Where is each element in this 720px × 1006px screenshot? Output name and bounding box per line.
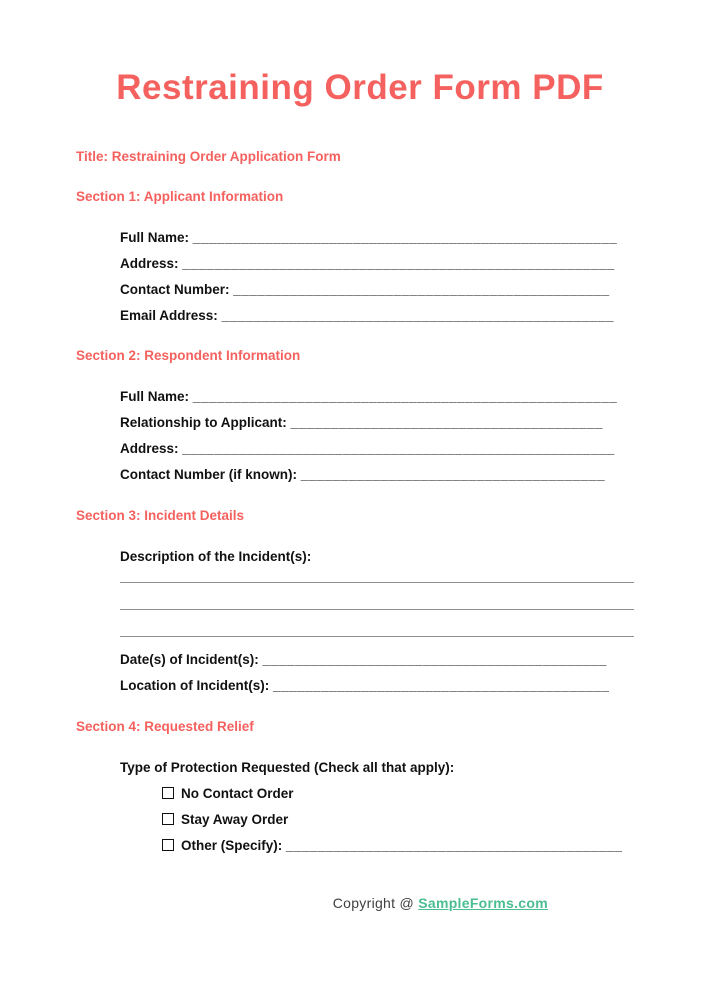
write-line bbox=[120, 610, 634, 637]
option-row-other bbox=[162, 833, 634, 859]
section-4-lead bbox=[76, 755, 634, 781]
field-label: Full Name: bbox=[120, 389, 190, 404]
footer bbox=[76, 895, 634, 912]
checkbox-icon[interactable] bbox=[162, 787, 174, 799]
section-3-heading: Section 3: Incident Details bbox=[76, 508, 245, 523]
field-row-description bbox=[120, 544, 634, 570]
write-line bbox=[120, 583, 634, 610]
doc-title-line: Title: Restraining Order Application Form bbox=[76, 149, 341, 164]
blank-line: __________________________________________ bbox=[273, 678, 610, 693]
section-3-description bbox=[76, 544, 634, 570]
blank-line: ______________________________________________________ bbox=[182, 256, 615, 271]
blank-line: _____________________________________________________ bbox=[192, 230, 618, 245]
field-row-dates bbox=[120, 647, 634, 673]
field-row-protection-type bbox=[120, 755, 634, 781]
blank-line: __________________________________________ bbox=[286, 838, 623, 853]
field-row-contact-number bbox=[120, 277, 634, 303]
field-label: Address: bbox=[120, 441, 179, 456]
copyright-text: Copyright @ bbox=[332, 895, 419, 911]
option-label: Stay Away Order bbox=[181, 812, 289, 827]
field-row-address bbox=[120, 436, 634, 462]
blank-line: ______________________________________________________ bbox=[182, 441, 615, 456]
field-label: Type of Protection Requested (Check all that apply): bbox=[120, 760, 455, 775]
field-label: Address: bbox=[120, 256, 179, 271]
section-2-fields bbox=[76, 384, 634, 488]
protection-options bbox=[76, 781, 634, 859]
section-4-heading: Section 4: Requested Relief bbox=[76, 719, 254, 734]
field-label: Contact Number (if known): bbox=[120, 467, 297, 482]
blank-line: _______________________________________________ bbox=[233, 282, 610, 297]
field-row-contact-number bbox=[120, 462, 634, 488]
field-label: Relationship to Applicant: bbox=[120, 415, 287, 430]
field-label: Email Address: bbox=[120, 308, 218, 323]
field-row-location bbox=[120, 673, 634, 699]
field-row-full-name bbox=[120, 384, 634, 410]
section-1-fields bbox=[76, 225, 634, 329]
field-row-email-address bbox=[120, 303, 634, 329]
sampleforms-link[interactable]: SampleForms.com bbox=[418, 895, 548, 911]
blank-line: _______________________________________ bbox=[290, 415, 603, 430]
blank-line: _________________________________________________ bbox=[221, 308, 614, 323]
field-row-address bbox=[120, 251, 634, 277]
field-label: Date(s) of Incident(s): bbox=[120, 652, 259, 667]
section-2-heading: Section 2: Respondent Information bbox=[76, 348, 301, 363]
blank-line: _____________________________________________________ bbox=[192, 389, 618, 404]
write-line bbox=[120, 570, 634, 583]
option-row-stay-away bbox=[162, 807, 634, 833]
field-label: Description of the Incident(s): bbox=[120, 549, 312, 564]
form-body bbox=[0, 150, 720, 912]
option-row-no-contact bbox=[162, 781, 634, 807]
section-3-fields bbox=[76, 647, 634, 699]
checkbox-icon[interactable] bbox=[162, 813, 174, 825]
document-page bbox=[0, 70, 720, 1006]
option-label: No Contact Order bbox=[181, 786, 294, 801]
description-write-area bbox=[120, 570, 634, 637]
blank-line: ______________________________________ bbox=[300, 467, 606, 482]
field-label: Location of Incident(s): bbox=[120, 678, 270, 693]
checkbox-icon[interactable] bbox=[162, 839, 174, 851]
option-label: Other (Specify): bbox=[181, 838, 283, 853]
page-title: Restraining Order Form PDF bbox=[116, 68, 604, 107]
section-1-heading: Section 1: Applicant Information bbox=[76, 189, 284, 204]
field-row-full-name bbox=[120, 225, 634, 251]
blank-line: ___________________________________________ bbox=[262, 652, 607, 667]
field-row-relationship bbox=[120, 410, 634, 436]
field-label: Full Name: bbox=[120, 230, 190, 245]
field-label: Contact Number: bbox=[120, 282, 230, 297]
